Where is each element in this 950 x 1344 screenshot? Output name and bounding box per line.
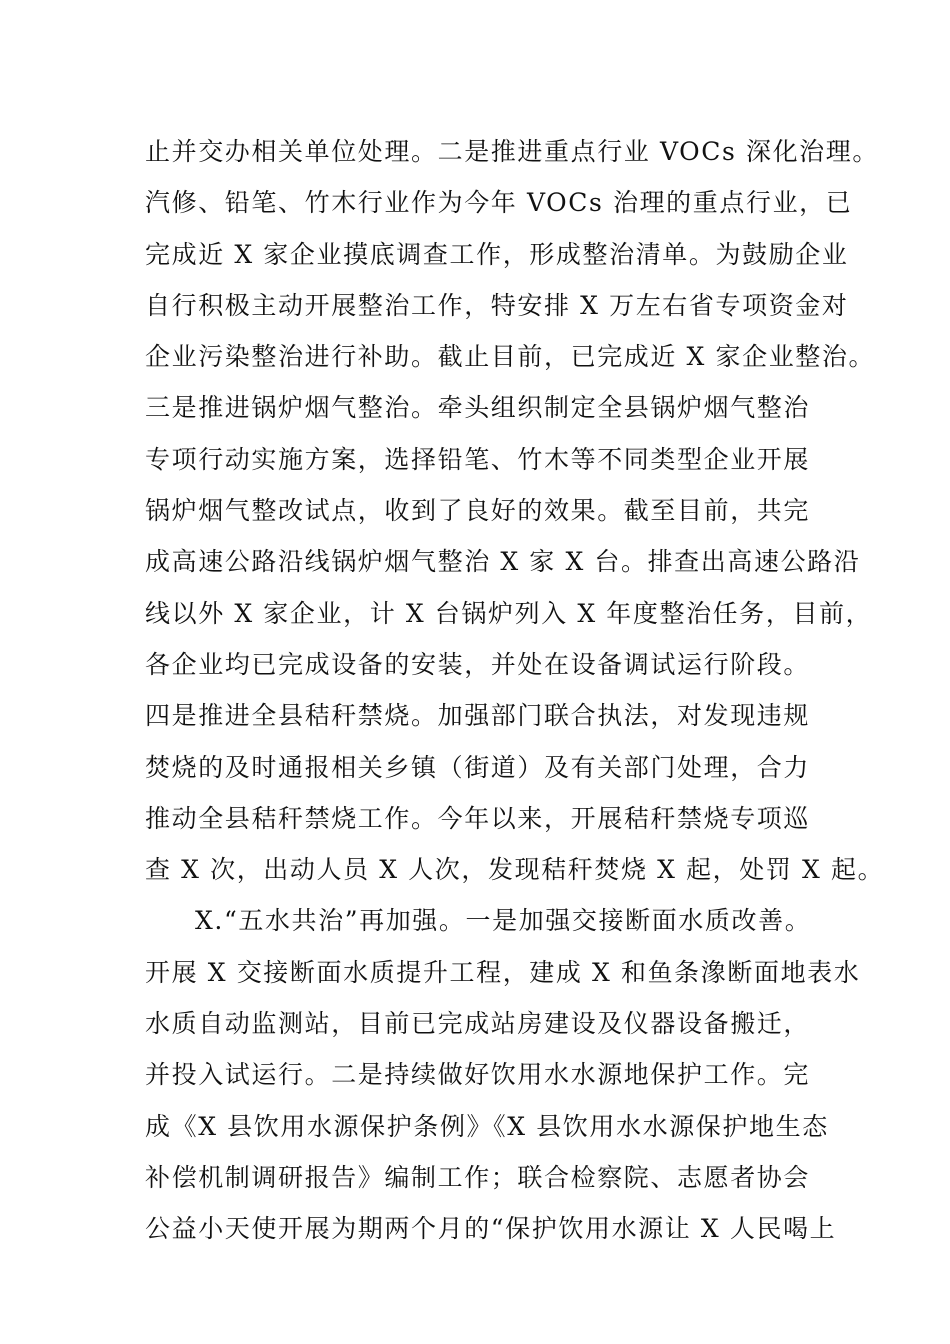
text-line: 并投入试运行。二是持续做好饮用水水源地保护工作。完 [145,1060,811,1090]
text-line: 水质自动监测站，目前已完成站房建设及仪器设备搬迁， [145,1009,811,1039]
text-line: 查 X 次，出动人员 X 人次，发现秸秆焚烧 X 起，处罚 X 起。 [145,855,885,885]
text-line: 锅炉烟气整改试点，收到了良好的效果。截至目前，共完 [145,496,811,526]
text-line: 自行积极主动开展整治工作，特安排 X 万左右省专项资金对 [145,290,849,320]
text-line: 三是推进锅炉烟气整治。牵头组织制定全县锅炉烟气整治 [145,393,811,423]
text-line: 成《X 县饮用水源保护条例》《X 县饮用水水源保护地生态 [145,1111,829,1141]
text-line: 止并交办相关单位处理。二是推进重点行业 VOCs 深化治理。 [145,137,879,166]
text-line: 专项行动实施方案，选择铅笔、竹木等不同类型企业开展 [145,444,811,474]
text-line: 公益小天使开展为期两个月的“保护饮用水源让 X 人民喝上 [145,1214,837,1244]
section-heading-line: X.“五水共治”再加强。一是加强交接断面水质改善。 [195,906,812,936]
text-line: 推动全县秸秆禁烧工作。今年以来，开展秸秆禁烧专项巡 [145,803,811,833]
text-line: 成高速公路沿线锅炉烟气整治 X 家 X 台。排查出高速公路沿 [145,547,861,577]
body-text [145,126,885,1255]
text-line: 焚烧的及时通报相关乡镇（街道）及有关部门处理，合力 [145,752,811,782]
text-line: 补偿机制调研报告》编制工作；联合检察院、志愿者协会 [145,1162,811,1192]
text-line: 四是推进全县秸秆禁烧。加强部门联合执法，对发现违规 [145,701,811,731]
text-line: 企业污染整治进行补助。截止目前，已完成近 X 家企业整治。 [145,342,876,372]
text-line: 开展 X 交接断面水质提升工程，建成 X 和鱼条潒断面地表水 [145,957,861,987]
text-line: 线以外 X 家企业，计 X 台锅炉列入 X 年度整治任务，目前， [145,598,873,628]
text-line: 各企业均已完成设备的安装，并处在设备调试运行阶段。 [145,649,811,679]
text-line: 汽修、铅笔、竹木行业作为今年 VOCs 治理的重点行业，已 [145,188,853,218]
text-line: 完成近 X 家企业摸底调查工作，形成整治清单。为鼓励企业 [145,239,849,269]
